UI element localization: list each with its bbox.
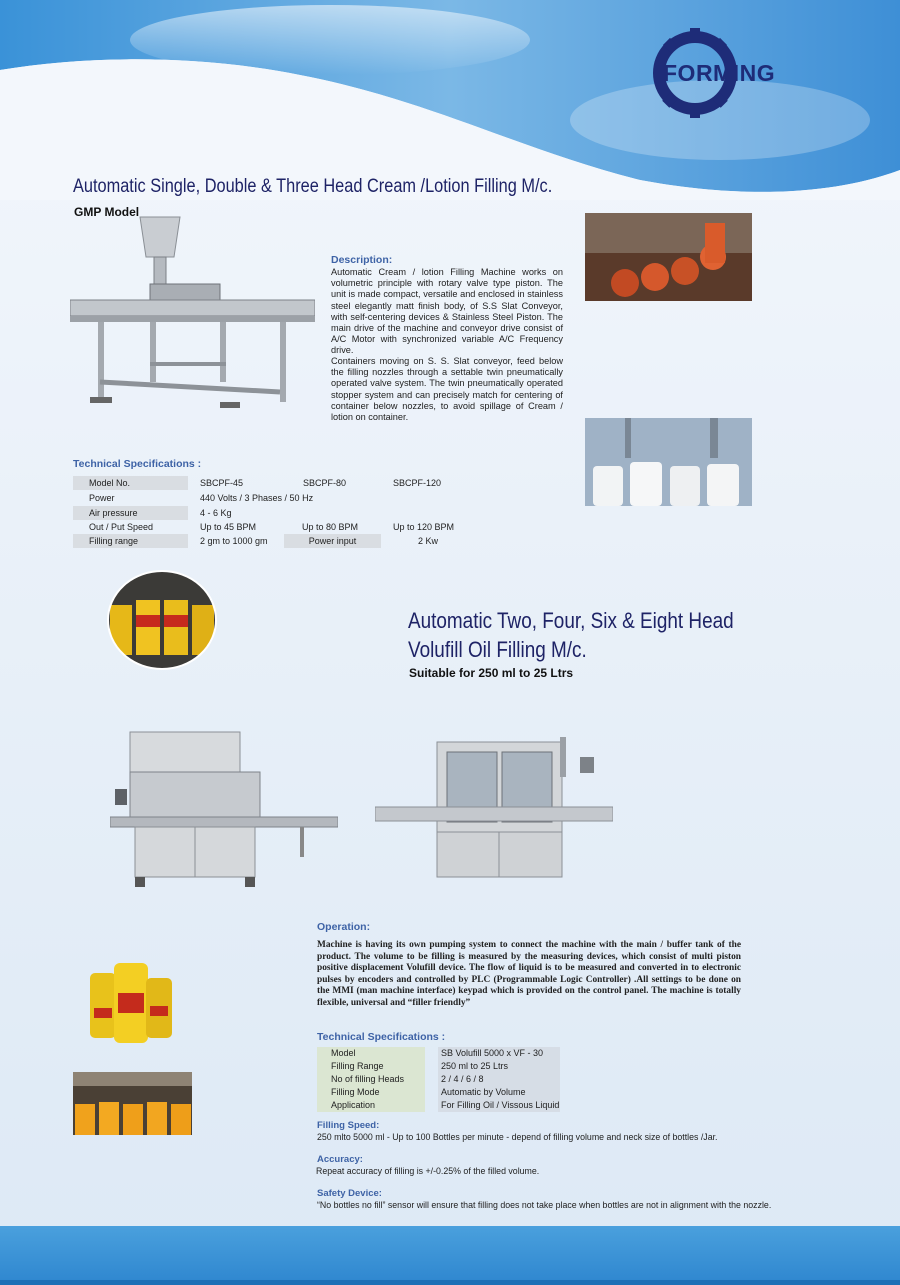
spec-label: Model No. [73, 476, 188, 490]
cream-filling-machine-image [70, 212, 315, 417]
oil-filling-nozzles-photo [73, 1072, 192, 1135]
spec-value: SBCPF-80 [303, 478, 347, 488]
oil-cans-photo [88, 958, 176, 1046]
accuracy-text: Repeat accuracy of filling is +/-0.25% of the filled volume. [316, 1166, 540, 1176]
section1-title: Automatic Single, Double & Three Head Cream /Lotion Filling M/c. [73, 176, 553, 197]
filling-speed-heading: Filling Speed: [317, 1120, 380, 1131]
specs1-row-power [73, 491, 533, 505]
spec2-value: SB Volufill 5000 x VF - 30 [438, 1047, 560, 1060]
specs1-row-filling [73, 534, 533, 548]
oil-bottles-circle-photo [106, 570, 218, 670]
specs1-row-speed [73, 520, 533, 534]
section2-title-line2: Volufill Oil Filling M/c. [408, 637, 587, 662]
spec2-value: 250 ml to 25 Ltrs [438, 1060, 560, 1073]
accuracy-heading: Accuracy: [317, 1154, 363, 1165]
spec-label: Out / Put Speed [89, 522, 154, 532]
rotary-oil-filler-image [375, 737, 613, 882]
spec-value: Up to 120 BPM [393, 522, 455, 532]
spec2-label: No of filling Heads [317, 1073, 425, 1086]
filling-speed-text: 250 mlto 5000 ml - Up to 100 Bottles per minute - depend of filling volume and neck size of bottles /Jar. [317, 1132, 718, 1142]
safety-text: “No bottles no fill” sensor will ensure that filling does not take place when bottles are not in alignment with the nozzle. [317, 1200, 772, 1210]
spec2-label: Filling Mode [317, 1086, 425, 1099]
spec-value: Up to 45 BPM [200, 522, 257, 532]
specs1-table [73, 476, 533, 552]
spec-value: 2 Kw [418, 536, 439, 546]
section2-title-line1: Automatic Two, Four, Six & Eight Head [408, 608, 734, 633]
spec-label: Filling range [73, 534, 188, 548]
description-heading: Description: [331, 254, 393, 266]
operation-heading: Operation: [317, 921, 371, 933]
spec2-label: Filling Range [317, 1060, 425, 1073]
lotion-bottles-photo [585, 418, 752, 506]
cream-jars-photo [585, 213, 752, 301]
footer-line [0, 1280, 900, 1285]
spec-label: Air pressure [73, 506, 188, 520]
specs2-heading: Technical Specifications : [317, 1031, 446, 1043]
spec-value: 2 gm to 1000 gm [200, 536, 268, 546]
safety-heading: Safety Device: [317, 1188, 382, 1199]
spec2-label: Application [317, 1099, 425, 1112]
description-paragraph-2: Containers moving on S. S. Slat conveyor, feed below the filling nozzles through a settable twin pneumatically operated valve system. The twin pneumatically operated stopper system and can precisely match for centering of container below nozzles, to avoid spillage of Cream / lotion on container. [331, 356, 563, 423]
spec-value: 4 - 6 Kg [200, 508, 232, 518]
footer-band [0, 1226, 900, 1285]
spec-value: Up to 80 BPM [302, 522, 359, 532]
spec-value: SBCPF-45 [200, 478, 244, 488]
spec-value: 440 Volts / 3 Phases / 50 Hz [200, 493, 314, 503]
specs2-table [317, 1047, 562, 1113]
spec-value: SBCPF-120 [393, 478, 442, 488]
section1-subtitle: GMP Model [74, 205, 140, 219]
spec2-value: For Filling Oil / Vissous Liquid [438, 1099, 560, 1112]
spec-label: Power [89, 493, 115, 503]
description-paragraph-1: Automatic Cream / lotion Filling Machine works on volumetric principle with rotary valve type piston. The unit is made compact, versatile and enclosed in stainless steel elegantly matt finish body, of S.S Slat Conveyor, with self-centering devices & Stainless Steel Piston. The main drive of the machine and conveyor drive consist of A/C Motor with synchronized variable A/C Frequency drive. [331, 267, 563, 356]
spec2-label: Model [317, 1047, 425, 1060]
multi-head-oil-filler-image [110, 727, 338, 892]
spec-label: Power input [284, 534, 381, 548]
brand-name: FORMING [663, 60, 776, 86]
spec2-value: Automatic by Volume [438, 1086, 560, 1099]
section2-subtitle: Suitable for 250 ml to 25 Ltrs [409, 666, 574, 680]
specs1-heading: Technical Specifications : [73, 458, 202, 470]
specs1-row-model [73, 476, 533, 490]
specs1-row-air [73, 506, 533, 520]
spec2-value: 2 / 4 / 6 / 8 [438, 1073, 560, 1086]
operation-text: Machine is having its own pumping system to connect the machine with the main / buffer tank of the product. The volume to be filling is measured by the measuring devices, which consist of multi piston positive displacement Volufill device. The flow of liquid is to be measured and converted in to electronic pulses by encoders and controlled by PLC (Programmable Logic Controller) .All settings to be done on the MMI (man machine interface) keypad which is provided on the control panel. The machine is totally flexible, universal and “filler friendly” [317, 940, 741, 1008]
